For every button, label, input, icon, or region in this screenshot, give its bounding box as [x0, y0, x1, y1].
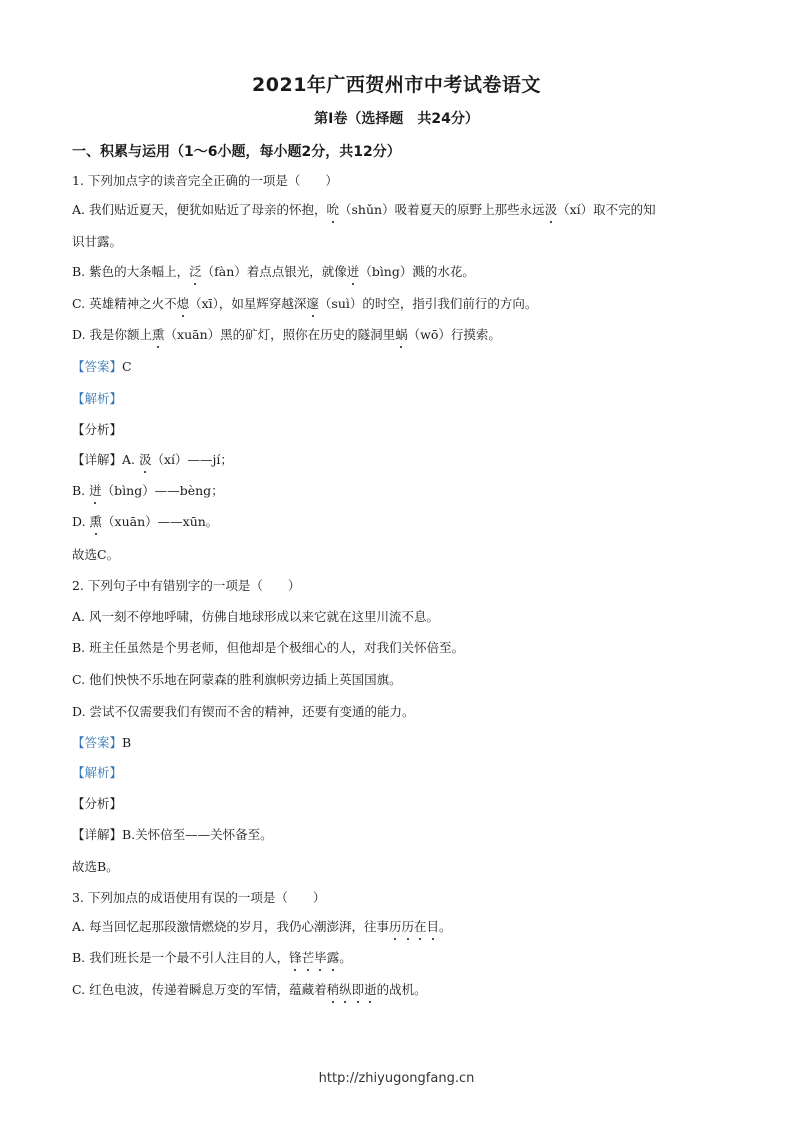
q2-option-a: A. 风一刻不停地呼啸，仿佛自地球形成以来它就在这里川流不息。 [72, 609, 439, 624]
answer-tag: 【答案】 [72, 735, 123, 750]
dotted-char: 在 [414, 919, 427, 934]
q1-analysis-tag: 【解析】 [72, 391, 123, 406]
dotted-char: 汲 [544, 202, 558, 217]
q2-answer [72, 734, 732, 752]
dotted-char: 泛 [189, 264, 202, 279]
dotted-char: 目 [426, 919, 440, 934]
q2-detail: 【详解】B.关怀倍至——关怀备至。 [72, 827, 273, 842]
q1-stem: 1. 下列加点字的读音完全正确的一项是（ ） [72, 173, 338, 188]
answer-value: B [122, 735, 132, 750]
q1-fenxi: 【分析】 [72, 422, 123, 437]
dotted-char: 历 [401, 919, 415, 934]
q1-option-b: B. 紫色的大条幅上，泛（fàn）着点点银光，就像迸（bìng）溅的水花。 [72, 264, 475, 279]
dotted-char: 毕 [314, 950, 327, 965]
q2-option-c: C. 他们怏怏不乐地在阿蒙森的胜利旗帜旁边插上英国国旗。 [72, 672, 402, 687]
q3-stem: 3. 下列加点的成语使用有误的一项是（ ） [72, 890, 326, 905]
dotted-char: 邃 [306, 296, 319, 311]
q2-analysis-tag: 【解析】 [72, 765, 123, 780]
q3-option-a: A. 每当回忆起那段激情燃烧的岁月，我仍心潮澎湃，往事历历在目。 [72, 919, 452, 934]
footer-url: http://zhiyugongfang.cn [318, 1071, 475, 1086]
dotted-char: 逝 [364, 982, 377, 997]
dotted-char: 熏 [152, 327, 165, 342]
dotted-char: 汲 [138, 452, 152, 467]
q1-conclusion: 故选C。 [72, 547, 120, 562]
dotted-char: 历 [388, 919, 402, 934]
dotted-char: 迸 [346, 264, 360, 279]
q2-stem: 2. 下列句子中有错别字的一项是（ ） [72, 578, 301, 593]
answer-tag: 【答案】 [72, 359, 123, 374]
q1-detail-2: B. 迸（bìng）——bèng； [72, 483, 224, 498]
q2-option-b: B. 班主任虽然是个男老师，但他却是个极细心的人，对我们关怀倍至。 [72, 640, 465, 655]
q1-answer [72, 358, 732, 376]
answer-value: C [122, 359, 132, 374]
q1-option-a-continued: 识甘露。 [72, 234, 123, 249]
q2-conclusion: 故选B。 [72, 859, 119, 874]
dotted-char: 即 [351, 982, 365, 997]
dotted-char: 露 [326, 950, 340, 965]
page-title: 2021年广西贺州市中考试卷语文 [252, 74, 541, 96]
q2-fenxi: 【分析】 [72, 796, 123, 811]
dotted-char: 芒 [301, 950, 315, 965]
dotted-char: 熄 [176, 296, 190, 311]
q3-option-b: B. 我们班长是一个最不引人注目的人，锋芒毕露。 [72, 950, 352, 965]
dotted-char: 吮 [326, 202, 339, 217]
dotted-char: 熏 [89, 514, 103, 529]
q1-option-d: D. 我是你额上熏（xuān）黑的矿灯，照你在历史的隧洞里蜗（wō）行摸索。 [72, 327, 501, 342]
paper-subtitle: 第Ⅰ卷（选择题 共24分） [314, 111, 479, 127]
q1-detail-3: D. 熏（xuān）——xūn。 [72, 514, 219, 529]
q1-option-a: A. 我们贴近夏天，便犹如贴近了母亲的怀抱，吮（shǔn）吸着夏天的原野上那些永远汲（xí）取不完的知 [72, 202, 656, 217]
dotted-char: 蜗 [395, 327, 408, 342]
dotted-char: 纵 [339, 982, 352, 997]
q1-option-c: C. 英雄精神之火不熄（xī），如星辉穿越深邃（suì）的时空，指引我们前行的方向。 [72, 296, 538, 311]
dotted-char: 稍 [326, 982, 340, 997]
q2-option-d: D. 尝试不仅需要我们有锲而不舍的精神，还要有变通的能力。 [72, 704, 415, 719]
q1-detail-1: 【详解】A. 汲（xí）——jí； [72, 452, 233, 467]
section-heading: 一、积累与运用（1～6小题，每小题2分，共12分） [72, 144, 401, 160]
q3-option-c: C. 红色电波，传递着瞬息万变的军情，蕴藏着稍纵即逝的战机。 [72, 982, 427, 997]
dotted-char: 迸 [89, 483, 102, 498]
dotted-char: 锋 [289, 950, 302, 965]
